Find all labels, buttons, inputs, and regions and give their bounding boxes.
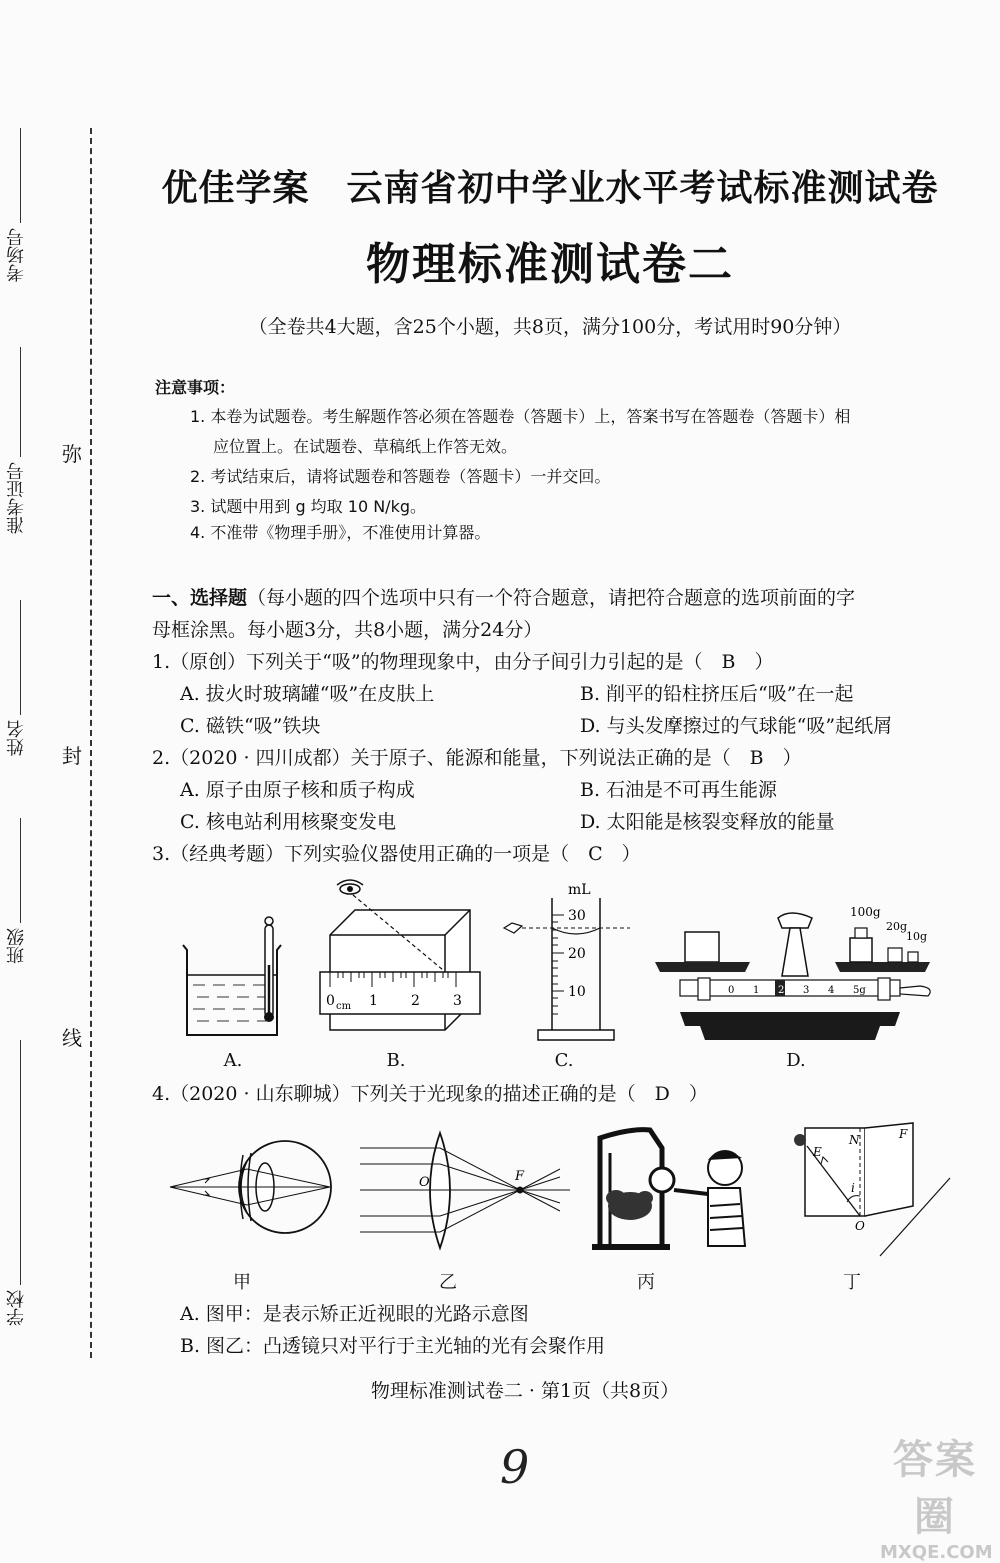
q4-option-a: A. 图甲：是表示矫正近视眼的光路示意图 — [180, 1303, 529, 1325]
mirror-label-o: O — [855, 1219, 865, 1233]
q4-label-bing: 丙 — [637, 1272, 655, 1293]
watermark-logo — [880, 1428, 993, 1563]
ruler-tick-0: 0 — [326, 993, 335, 1009]
q2-option-b: B. 石油是不可再生能源 — [580, 779, 778, 801]
ticket-number-label: 准考证号 — [6, 462, 27, 534]
q1-option-b: B. 削平的铅柱挤压后“吸”在一起 — [580, 683, 854, 705]
q4-label-jia: 甲 — [233, 1272, 251, 1293]
ticket-number-rule — [20, 347, 21, 457]
handwritten-page-number: 9 — [500, 1440, 530, 1494]
class-rule — [20, 818, 21, 923]
q3-figure-b-ruler — [315, 875, 490, 1045]
series-title: 优佳学案 云南省初中学业水平考试标准测试卷 — [161, 167, 939, 209]
seal-char-feng: 封 — [62, 744, 82, 768]
notes-title: 注意事项： — [155, 378, 236, 397]
page-footer: 物理标准测试卷二 · 第1页（共8页） — [370, 1380, 680, 1402]
balance-tick-0: 0 — [728, 985, 735, 996]
cylinder-unit: mL — [568, 882, 591, 898]
lens-focus-label: F — [515, 1169, 525, 1184]
name-label: 姓名 — [6, 720, 27, 756]
paper-info: （全卷共4大题，含25个小题，共8页，满分100分，考试用时90分钟） — [248, 316, 852, 338]
paper-title: 物理标准测试卷二 — [366, 239, 734, 290]
ruler-unit: cm — [336, 1001, 352, 1012]
watermark-sub: MXQE.COM — [880, 1542, 993, 1563]
q3-label-d: D. — [786, 1050, 806, 1071]
q4-option-b: B. 图乙：凸透镜只对平行于主光轴的光有会聚作用 — [180, 1335, 606, 1357]
balance-tick-1: 1 — [753, 985, 760, 996]
section-desc-1: （每小题的四个选项中只有一个符合题意，请把符合题意的选项前面的字 — [247, 587, 856, 609]
school-label: 学校 — [6, 1290, 27, 1326]
q4-figure-ding-mirror — [785, 1118, 955, 1258]
q3-label-a: A. — [223, 1050, 243, 1071]
q2-option-c: C. 核电站利用核聚变发电 — [180, 811, 396, 833]
mirror-label-e: E — [813, 1145, 822, 1159]
balance-tick-5g: 5g — [853, 985, 866, 996]
q1-option-c: C. 磁铁“吸”铁块 — [180, 715, 321, 737]
exam-room-label: 考场号 — [6, 228, 27, 282]
balance-tick-4: 4 — [828, 985, 835, 996]
mirror-label-n: N — [849, 1133, 860, 1147]
cylinder-tick-10: 10 — [568, 984, 586, 1000]
note-item-2: 2. 考试结束后，请将试题卷和答题卷（答题卡）一并交回。 — [190, 467, 611, 486]
note-item-1: 1. 本卷为试题卷。考生解题作答必须在答题卷（答题卡）上，答案书写在答题卷（答题卡）相 — [190, 407, 851, 426]
note-item-4: 4. 不准带《物理手册》，不准使用计算器。 — [190, 523, 491, 542]
section-title: 一、选择题 — [152, 587, 248, 609]
weight-100g: 100g — [850, 905, 881, 919]
q1-stem: 1.（原创）下列关于“吸”的物理现象中，由分子间引力引起的是（ B ） — [152, 651, 774, 673]
seal-char-mi: 弥 — [62, 442, 82, 466]
balance-tick-3: 3 — [803, 985, 810, 996]
note-item-3: 3. 试题中用到 g 均取 10 N/kg。 — [190, 497, 426, 516]
q3-label-b: B. — [386, 1050, 406, 1071]
cylinder-tick-20: 20 — [568, 946, 586, 962]
q4-figure-bing-boy — [590, 1118, 760, 1253]
q2-option-a: A. 原子由原子核和质子构成 — [180, 779, 415, 801]
q4-label-yi: 乙 — [439, 1272, 457, 1293]
q4-figure-yi-lens — [355, 1128, 575, 1253]
section-desc-2: 母框涂黑。每小题3分，共8小题，满分24分） — [152, 619, 543, 641]
mirror-label-i: i — [851, 1181, 855, 1195]
name-rule — [20, 600, 21, 715]
section-heading — [152, 582, 982, 614]
q3-label-c: C. — [554, 1050, 574, 1071]
weight-20g: 20g — [886, 920, 908, 933]
balance-tick-2: 2 — [778, 985, 785, 996]
ruler-tick-3: 3 — [453, 993, 462, 1009]
ruler-tick-1: 1 — [369, 993, 378, 1009]
q1-option-d: D. 与头发摩擦过的气球能“吸”起纸屑 — [580, 715, 893, 737]
lens-center-label: O — [419, 1175, 430, 1190]
school-rule — [20, 1040, 21, 1285]
q1-option-a: A. 拔火时玻璃罐“吸”在皮肤上 — [180, 683, 435, 705]
q4-figure-jia-eye — [165, 1135, 340, 1255]
q3-figure-d-balance — [650, 900, 950, 1050]
q2-stem: 2.（2020 · 四川成都）关于原子、能源和能量，下列说法正确的是（ B ） — [152, 747, 802, 769]
weight-10g: 10g — [906, 930, 928, 943]
class-label: 班级 — [6, 928, 27, 964]
cylinder-tick-30: 30 — [568, 908, 586, 924]
q2-option-d: D. 太阳能是核裂变释放的能量 — [580, 811, 835, 833]
seal-char-xian: 线 — [62, 1026, 82, 1050]
mirror-label-f: F — [899, 1127, 908, 1141]
ruler-tick-2: 2 — [411, 993, 420, 1009]
note-item-1-cont: 应位置上。在试题卷、草稿纸上作答无效。 — [213, 437, 518, 456]
q4-stem: 4.（2020 · 山东聊城）下列关于光现象的描述正确的是（ D ） — [152, 1083, 708, 1105]
q3-stem: 3.（经典考题）下列实验仪器使用正确的一项是（ C ） — [152, 843, 641, 865]
q4-label-ding: 丁 — [843, 1272, 861, 1293]
q3-figure-a-beaker — [175, 905, 295, 1045]
q3-figure-c-cylinder — [500, 880, 640, 1045]
watermark-main: 答案圈 — [893, 1437, 977, 1540]
